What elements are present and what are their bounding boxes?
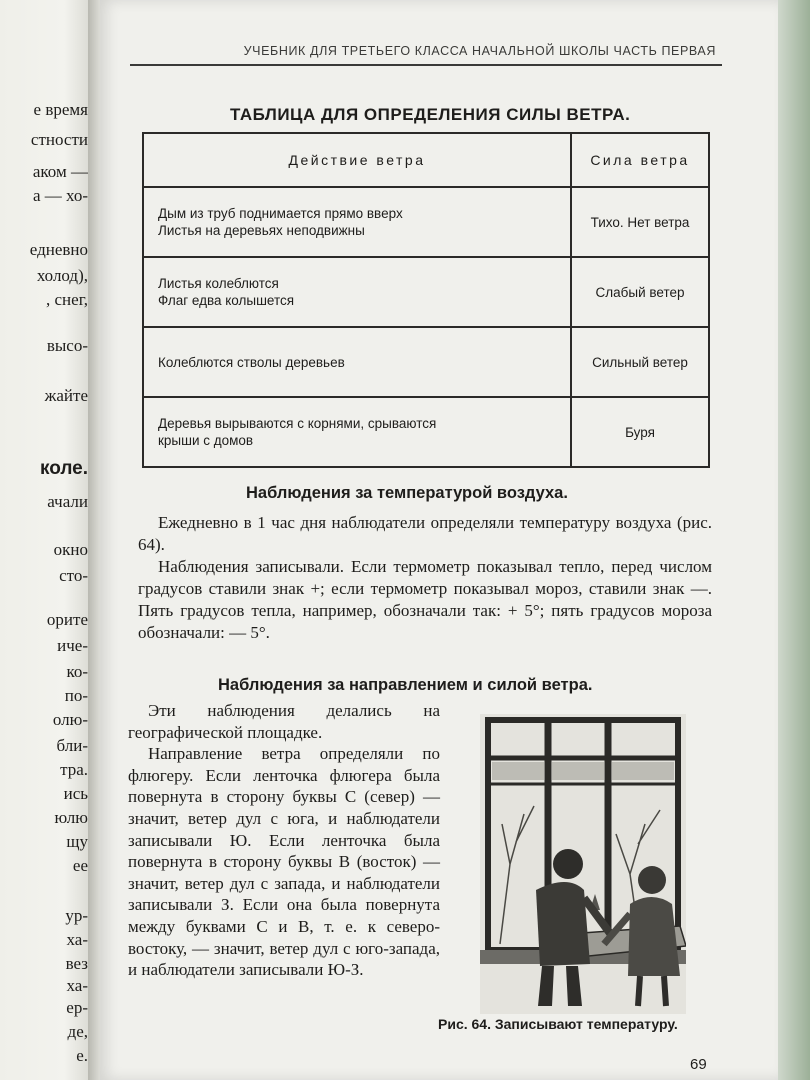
left-page-text-fragment: де, bbox=[67, 1022, 88, 1041]
left-page-text-fragment: орите bbox=[46, 610, 88, 629]
wind-force-cell: Буря bbox=[571, 397, 709, 467]
left-page-text-fragment: а — хо- bbox=[32, 186, 88, 205]
page-edge-background bbox=[778, 0, 810, 1080]
wind-force-cell: Тихо. Нет ветра bbox=[571, 187, 709, 257]
header-wind-action: Действие ветра bbox=[143, 133, 571, 187]
left-page-text-fragment: холод), bbox=[36, 266, 88, 285]
wind-section-body bbox=[128, 700, 440, 981]
table-title: ТАБЛИЦА ДЛЯ ОПРЕДЕЛЕНИЯ СИЛЫ ВЕТРА. bbox=[230, 105, 631, 124]
left-page-edge bbox=[0, 0, 92, 1080]
left-page-text-fragment: едневно bbox=[29, 240, 88, 259]
left-page-text-fragment: бли- bbox=[56, 736, 88, 755]
wind-action-cell: Деревья вырываются с корнями, срываются крыши с домов bbox=[143, 397, 571, 467]
left-page-text-fragment: стности bbox=[30, 130, 88, 149]
wind-force-table bbox=[142, 132, 710, 468]
left-page-text-fragment: ха- bbox=[66, 976, 88, 995]
figure-illustration bbox=[480, 714, 686, 1014]
left-page-text-fragment: , снег, bbox=[46, 290, 88, 309]
illustration-children-at-window bbox=[480, 714, 686, 1014]
wind-action-cell: Листья колеблются Флаг едва колышется bbox=[143, 257, 571, 327]
temperature-section-body bbox=[138, 512, 712, 644]
left-page-text-fragment: по- bbox=[64, 686, 88, 705]
wind-force-cell: Сильный ветер bbox=[571, 327, 709, 397]
left-page-text-fragment: жайте bbox=[44, 386, 88, 405]
left-page-text-fragment: е время bbox=[33, 100, 88, 119]
left-page-text-fragment: высо- bbox=[46, 336, 88, 355]
left-page-text-fragment: ко- bbox=[66, 662, 88, 681]
paragraph: Ежедневно в 1 час дня наблюдатели определяли температуру воздуха (рис. 64). bbox=[138, 513, 712, 554]
left-page-text-fragment: ур- bbox=[65, 906, 88, 925]
wind-action-cell: Дым из труб поднимается прямо вверх Листья на деревьях неподвижны bbox=[143, 187, 571, 257]
left-page-text-fragment: аком — bbox=[32, 162, 88, 181]
paragraph: Эти наблюдения делались на географической площадке. bbox=[128, 701, 440, 742]
table-row bbox=[143, 397, 709, 467]
left-page-text-fragment: е. bbox=[76, 1046, 88, 1065]
left-page-text-fragment: юлю bbox=[54, 808, 88, 827]
running-head: УЧЕБНИК ДЛЯ ТРЕТЬЕГО КЛАССА НАЧАЛЬНОЙ ШКОЛЫ ЧАСТЬ ПЕРВАЯ bbox=[243, 44, 716, 58]
left-page-text-fragment: вез bbox=[65, 954, 88, 973]
paragraph: Направление ветра определяли по флюгеру. Если ленточка флюгера была повернута в сторону буквы С (север) — значит, ветер дул с юга, и наблюдатели записывали Ю. Если ленточка была повернута в сторону буквы В (восток) — значит, ветер дул с запада, и наблюдатели записывали З. Если она была повернута между буквами С и В, т. е. к северо-востоку, — значит, ветер дул с юго-запада, и наблюдатели записывали Ю-З. bbox=[128, 744, 440, 980]
left-page-text-fragment: ха- bbox=[66, 930, 88, 949]
table-row bbox=[143, 187, 709, 257]
header-rule bbox=[130, 64, 722, 66]
table-row bbox=[143, 257, 709, 327]
left-page-text-fragment: сто- bbox=[59, 566, 88, 585]
section-heading-temperature: Наблюдения за температурой воздуха. bbox=[246, 484, 568, 502]
left-page-text-fragment: окно bbox=[53, 540, 88, 559]
wind-action-cell: Колеблются стволы деревьев bbox=[143, 327, 571, 397]
left-page-text-fragment: ее bbox=[72, 856, 88, 875]
figure-caption: Рис. 64. Записывают температуру. bbox=[438, 1016, 678, 1032]
paragraph: Наблюдения записывали. Если термометр показывал тепло, перед числом градусов ставили знак +; если термометр показывал мороз, ставили знак —. Пять градусов тепла, например, обозначали так: + 5°; пять градусов мороза обозначали: — 5°. bbox=[138, 557, 712, 642]
table-row bbox=[143, 327, 709, 397]
left-page-text-fragment: иче- bbox=[57, 636, 88, 655]
page-number: 69 bbox=[690, 1056, 707, 1073]
header-wind-force: Сила ветра bbox=[571, 133, 709, 187]
left-page-text-fragment: олю- bbox=[52, 710, 88, 729]
left-page-text-fragment: ер- bbox=[66, 998, 88, 1017]
wind-force-cell: Слабый ветер bbox=[571, 257, 709, 327]
left-page-text-fragment: коле. bbox=[39, 458, 88, 479]
left-page-text-fragment: тра. bbox=[60, 760, 88, 779]
left-page-text-fragment: щу bbox=[66, 832, 88, 851]
section-heading-wind: Наблюдения за направлением и силой ветра. bbox=[218, 676, 593, 694]
left-page-text-fragment: ись bbox=[63, 784, 88, 803]
left-page-text-fragment: ачали bbox=[47, 492, 88, 511]
table-header-row bbox=[143, 133, 709, 187]
